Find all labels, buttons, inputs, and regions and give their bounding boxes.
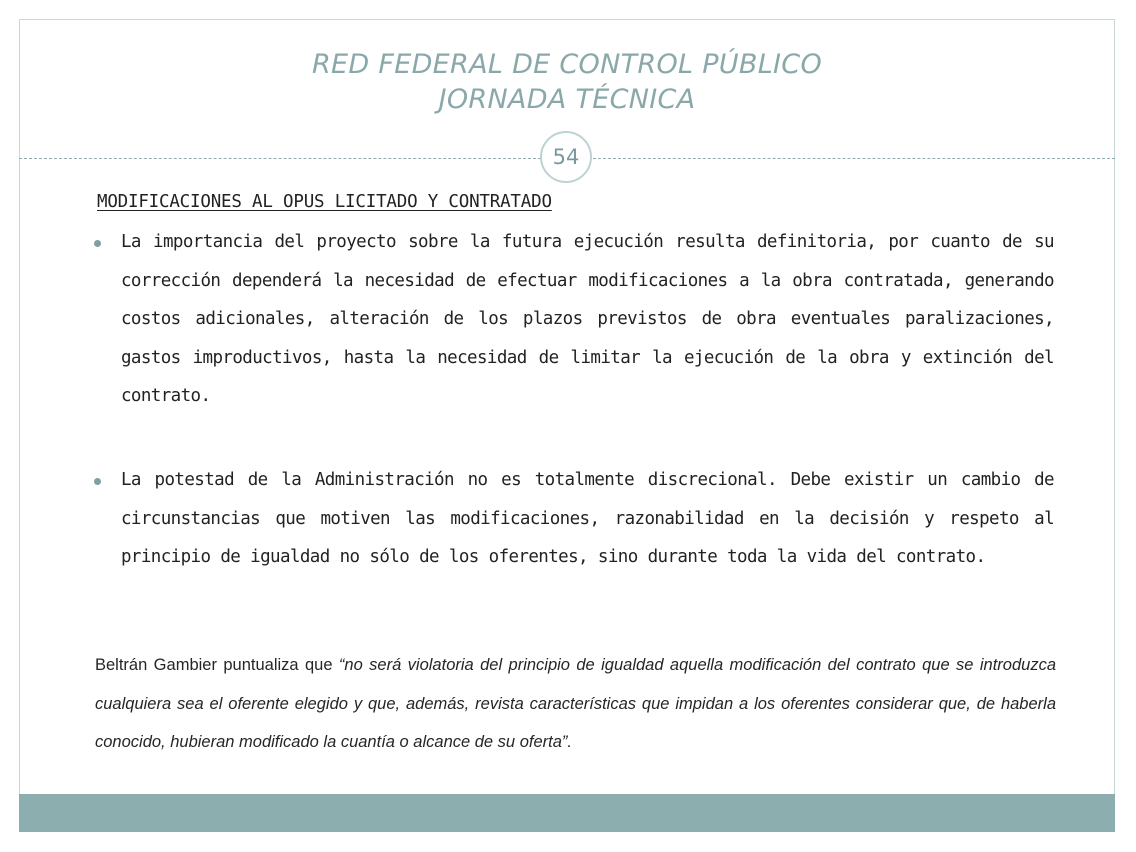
quote-lead: Beltrán Gambier puntualiza que <box>95 656 339 674</box>
quote-paragraph <box>95 646 1056 762</box>
section-heading: MODIFICACIONES AL OPUS LICITADO Y CONTRATADO <box>97 192 552 212</box>
bullet-paragraph-2: La potestad de la Administración no es totalmente discrecional. Debe existir un cambio de circunstancias que motiven las modificaciones, razonabilidad en la decisión y respeto al principio de igualdad no sólo de los oferentes, sino durante toda la vida del contrato. <box>121 470 1054 567</box>
page-number: 54 <box>540 131 592 183</box>
footer-band <box>19 794 1115 832</box>
title-line-1: RED FEDERAL DE CONTROL PÚBLICO <box>311 49 823 80</box>
quote-text: “no será violatoria del principio de igualdad aquella modificación del contrato que se introduzca cualquiera sea el oferente elegido y que, además, revista características que impidan a los oferentes considerar que, de haberla conocido, hubieran modificado la cuantía o alcance de su oferta”. <box>95 656 1056 751</box>
title-line-2: JORNADA TÉCNICA <box>438 84 696 115</box>
bullet-dot-icon <box>94 478 101 485</box>
bullet-paragraph-1: La importancia del proyecto sobre la futura ejecución resulta definitoria, por cuanto de su corrección dependerá la necesidad de efectuar modificaciones a la obra contratada, generando costos adicionales, alteración de los plazos previstos de obra eventuales paralizaciones, gastos improductivos, hasta la necesidad de limitar la ejecución de la obra y extinción del contrato. <box>121 232 1054 406</box>
bullet-dot-icon <box>94 240 101 247</box>
slide-title <box>19 47 1115 117</box>
